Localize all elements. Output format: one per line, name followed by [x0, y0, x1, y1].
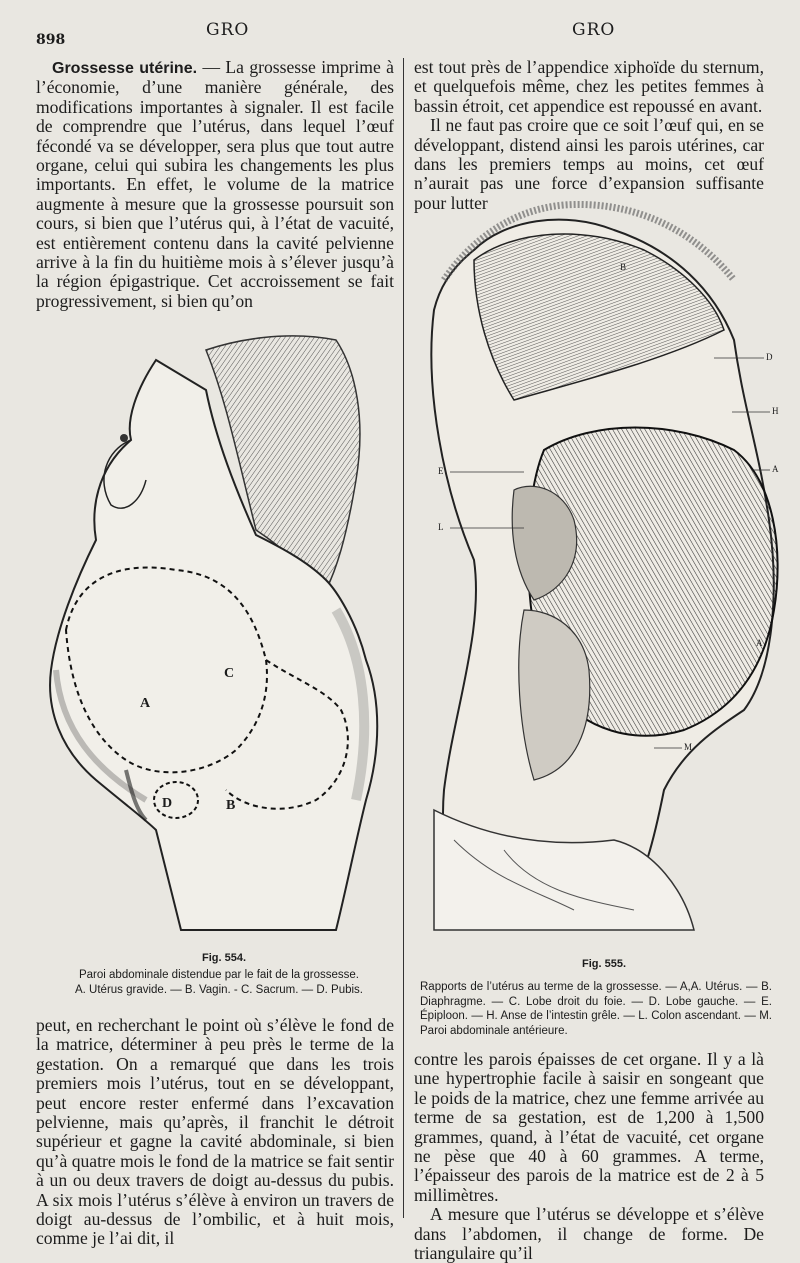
- page-number: 898: [36, 32, 66, 48]
- paragraph-fond-matrice: peut, en recherchant le point où s’élève le fond de la matrice, déterminer à peu près le terme de la gestation. On a remarqué que dans les trois premiers mois l’utérus, tout en se développant, peut encore rester enfermé dans l’excavation pelvienne, mais qu’après, il franchit le détroit supérieur et gagne la cavité abdominale, si bien qu’à quatre mois le fond de la matrice se fait sentir à un ou deux travers de doigt au-dessus du pubis. A six mois l’utérus s’élève à environ un travers de doigt au-dessus de l’ombilic, et à huit mois, comme je l’ai dit, il: [36, 1015, 394, 1249]
- left-column-bottom: [36, 1016, 394, 1249]
- fig555-label-d: D: [766, 352, 773, 362]
- figure-554: [36, 330, 396, 970]
- fig555-label-b: B: [620, 262, 627, 272]
- fig554-caption-line: Paroi abdominale distendue par le fait de la grossesse.: [78, 969, 359, 981]
- fig554-title: Fig. 554.: [202, 952, 247, 964]
- fig555-caption: Rapports de l’utérus au terme de la grossesse. — A,A. Utérus. — B. Diaphragme. — C. Lobe droit du foie. — D. Lobe gauche. — E. Épiploon. — H. Anse de l’intestin grêle. — L. Colon ascendant. — M. Paroi abdominale antérieure.: [420, 981, 772, 1037]
- fig554-legend: A. Utérus gravide. — B. Vagin. - C. Sacrum. — D. Pubis.: [74, 983, 364, 996]
- nipple: [120, 434, 128, 442]
- column-divider: [403, 58, 404, 1218]
- fig555-label-h: H: [772, 406, 779, 416]
- fig555-label-e: E: [438, 466, 444, 476]
- figure-555: [414, 190, 784, 980]
- fig554-caption: [46, 968, 392, 997]
- fig555-label-a-upper: A: [772, 464, 779, 474]
- fig555-title: Fig. 555.: [582, 958, 627, 970]
- fig555-label-l: L: [438, 522, 444, 532]
- figure-554-illustration: [36, 330, 396, 930]
- running-header: [0, 18, 800, 48]
- right-column-bottom: [414, 1050, 764, 1263]
- paragraph-forme: A mesure que l’utérus se développe et s’élève dans l’abdomen, il change de forme. De triangulaire qu’il: [414, 1204, 764, 1263]
- running-head-right: GRO: [572, 20, 616, 40]
- running-head-left: GRO: [206, 20, 250, 40]
- paragraph-hypertrophie: contre les parois épaisses de cet organe. Il y a là une hypertrophie facile à saisir en songeant que le poids de la matrice, chez une femme arrivée au terme de sa gestation, est de 1,200 à 1,500 grammes, quand, à l’état de vacuité, cet organe ne pèse que 40 à 60 grammes. A terme, l’épaisseur des parois de la matrice est de 2 à 5 millimètres.: [414, 1049, 764, 1205]
- paragraph-grossesse-uterine: [36, 58, 394, 311]
- fig555-label-m: M: [684, 742, 693, 752]
- fig554-label-b: B: [226, 798, 236, 813]
- paragraph-text: — La grossesse imprime à l’économie, d’une manière générale, des modifications importantes à signaler. Il est facile de comprendre que l’utérus, dans lequel l’œuf fécondé va se développer, sera plus que tout autre organe, celui qui subira les changements les plus importants. En effet, le volume de la matrice augmente à mesure que la grossesse poursuit son cours, si bien que l’utérus qui, à l’état de vacuité, est entièrement contenu dans la cavité pelvienne arrive à la fin du huitième mois à s’élever jusqu’à la région épigastrique. Cet accroissement se fait progressivement, si bien qu’on: [36, 57, 394, 311]
- fig554-label-d: D: [162, 796, 173, 811]
- figure-555-illustration: [414, 190, 784, 950]
- paragraph-oeuf: Il ne faut pas croire que ce soit l’œuf qui, en se développant, distend ainsi les parois utérines, car dans les premiers temps au moins, cet œuf n’aurait pas une force d’expansion suffisante pour lutter: [414, 115, 764, 213]
- fig554-label-a: A: [140, 696, 151, 711]
- fig555-label-a-lower: A: [756, 638, 763, 648]
- entry-heading: Grossesse utérine.: [52, 60, 198, 77]
- fig554-label-c: C: [224, 666, 235, 681]
- left-column-top: [36, 58, 394, 311]
- paragraph-continued: est tout près de l’appendice xiphoïde du sternum, et quelquefois même, chez les petites femmes à bassin étroit, cet appendice est repoussé en avant.: [414, 57, 764, 116]
